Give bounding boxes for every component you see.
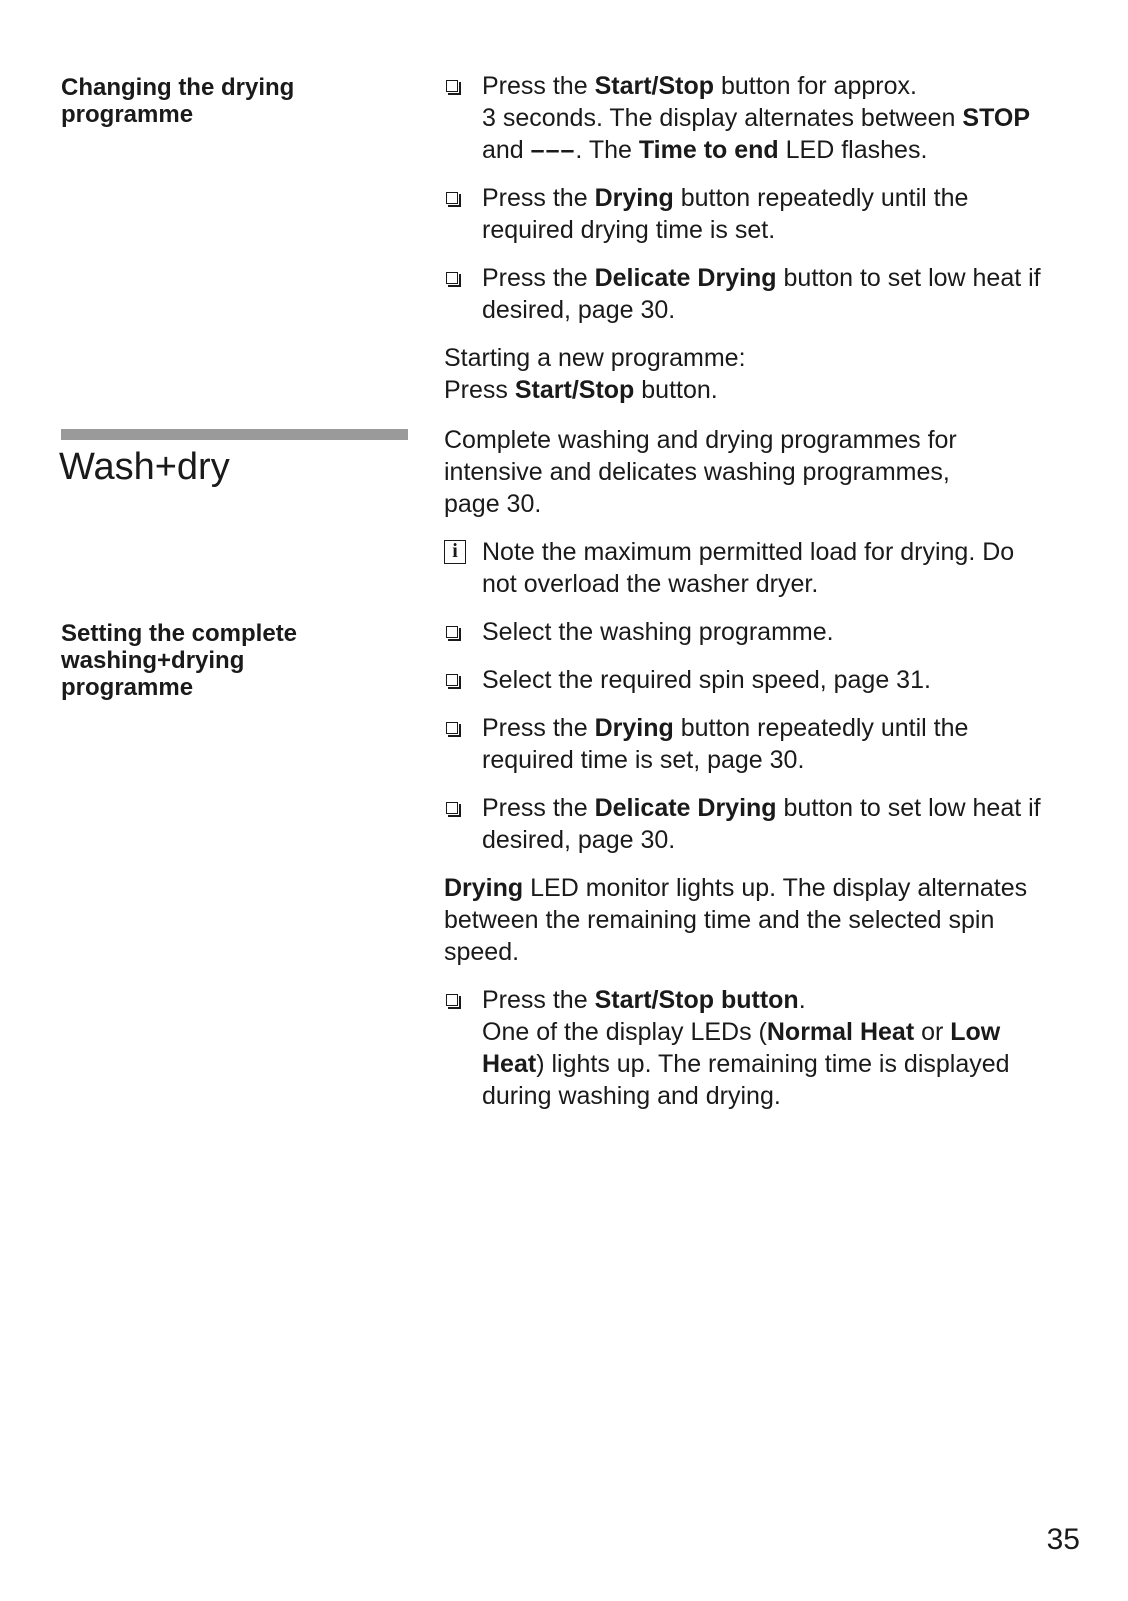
button-name: Start/Stop [514,376,635,404]
text: or [914,1018,951,1046]
checkbox-bullet-icon [446,272,458,284]
checkbox-bullet-icon [446,722,458,734]
text: button to set low heat if [776,264,1041,292]
paragraph-line: speed. [444,938,520,966]
button-name: Delicate Drying [594,794,777,822]
button-name: Drying [594,184,674,212]
step-line: desired, page 30. [482,826,676,854]
step-drying-button [444,712,1084,776]
paragraph-line: Complete washing and drying programmes for [444,426,957,454]
checkbox-bullet-icon [446,192,458,204]
display-dashes: ––– [530,136,576,164]
step-line: Select the washing programme. [482,618,834,646]
step-line [482,1048,1084,1080]
paragraph-intro [444,424,1084,520]
text: ) lights up. The remaining time is displayed [536,1050,1010,1078]
step-line [482,102,1084,134]
heading-line: programme [61,674,194,701]
paragraph-drying-monitor [444,872,1084,968]
text: Press the [482,794,595,822]
button-name: Start/Stop [594,72,715,100]
section-title: Wash+dry [59,446,230,488]
button-name: Drying [594,714,674,742]
step-line [482,262,1084,294]
step-start-stop [444,984,1084,1112]
text: Press the [482,986,595,1014]
step-select-programme [444,616,1084,648]
step-line [482,134,1084,166]
led-name: Normal Heat [766,1018,915,1046]
checkbox-bullet-icon [446,994,458,1006]
checkbox-bullet-icon [446,80,458,92]
step-line [482,792,1084,824]
step-line [482,70,1084,102]
paragraph-line: intensive and delicates washing programmes, [444,458,950,486]
step-line [482,182,1084,214]
text: . The [575,136,639,164]
side-heading-changing-drying [61,74,381,128]
checkbox-bullet-icon [446,674,458,686]
led-name: Time to end [638,136,779,164]
checkbox-bullet-icon [446,802,458,814]
text: button for approx. [714,72,917,100]
text: LED monitor lights up. The display alternates [523,874,1028,902]
text: and [482,136,531,164]
text: Press the [482,72,595,100]
button-name: Delicate Drying [594,264,777,292]
paragraph-line: page 30. [444,490,542,518]
note-line: Note the maximum permitted load for drying. Do [482,538,1015,566]
text: button. [634,376,718,404]
step-line: during washing and drying. [482,1082,781,1110]
led-name: Heat [482,1050,537,1078]
text: . [798,986,806,1014]
text: button repeatedly until the [673,184,969,212]
button-name: Start/Stop button [594,986,799,1014]
paragraph-line [444,872,1084,904]
step-line: Select the required spin speed, page 31. [482,666,931,694]
text: Press the [482,264,595,292]
checkbox-bullet-icon [446,626,458,638]
heading-line: washing+drying [61,647,245,674]
heading-line: Setting the complete [61,620,298,647]
heading-line: Changing the drying [61,74,295,101]
instruction-block-wash-dry [444,424,1084,1112]
step-delicate-drying-2 [444,792,1084,856]
step-line [482,712,1084,744]
step-drying-time [444,182,1084,246]
text: Press [444,376,515,404]
text: 3 seconds. The display alternates between [482,104,963,132]
step-delicate-drying [444,262,1084,326]
text: LED flashes. [778,136,928,164]
text: Press the [482,184,595,212]
text: Press the [482,714,595,742]
step-line: desired, page 30. [482,296,676,324]
led-name: Low [950,1018,1001,1046]
step-line: required drying time is set. [482,216,776,244]
heading-line: programme [61,101,194,128]
display-text: STOP [962,104,1031,132]
text: button to set low heat if [776,794,1041,822]
text: One of the display LEDs ( [482,1018,767,1046]
step-line: required time is set, page 30. [482,746,805,774]
page-number: 35 [1046,1523,1080,1556]
step-line [482,1016,1084,1048]
side-heading-setting-programme [61,620,381,701]
text: button repeatedly until the [673,714,969,742]
paragraph-new-programme [444,342,1084,406]
note-max-load [444,536,1084,600]
section-divider-bar [61,429,408,440]
info-icon: i [444,540,466,564]
paragraph-line: Starting a new programme: [444,344,746,372]
paragraph-line [444,374,1084,406]
paragraph-line: between the remaining time and the selected spin [444,906,995,934]
instruction-block-changing [444,70,1084,406]
step-select-spin [444,664,1084,696]
note-line: not overload the washer dryer. [482,570,819,598]
step-start-stop-hold [444,70,1084,166]
led-name: Drying [444,874,524,902]
step-line [482,984,1084,1016]
